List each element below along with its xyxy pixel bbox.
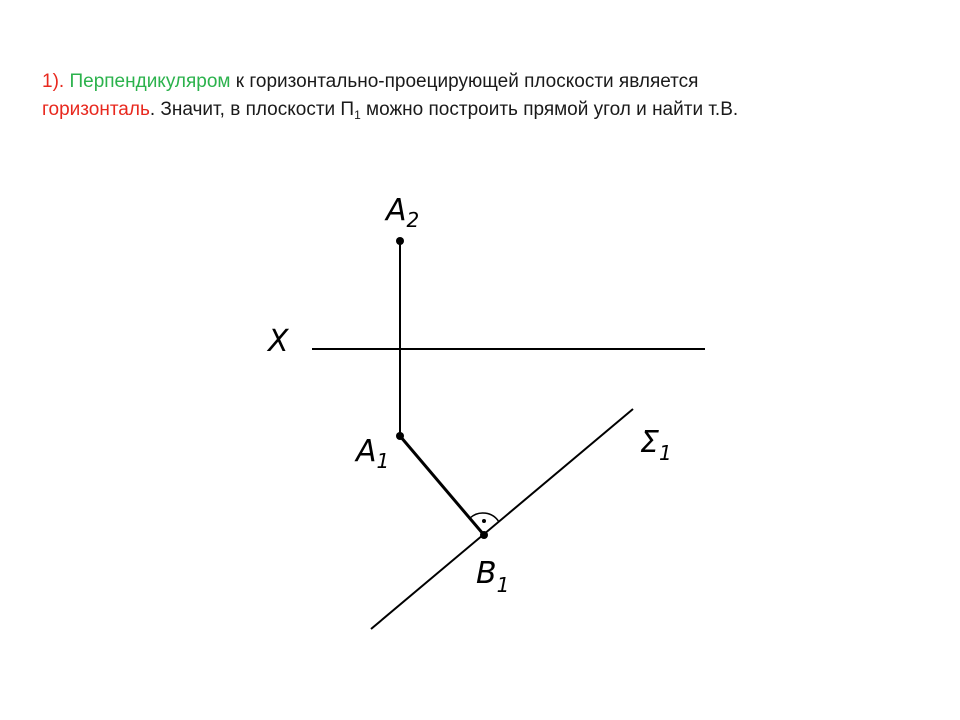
label-x-axis: X bbox=[268, 324, 289, 359]
label-sigma: $\Sigma_1$ bbox=[640, 425, 672, 465]
point-a2 bbox=[396, 237, 404, 245]
text-part-3: можно построить прямой угол и найти т.В. bbox=[360, 99, 739, 120]
point-a1 bbox=[396, 432, 404, 440]
term-horizontal: горизонталь bbox=[42, 99, 150, 120]
label-a1: $A_1$ bbox=[356, 434, 390, 473]
label-b1: $B_1$ bbox=[476, 556, 510, 597]
label-a2: $A_2$ bbox=[386, 193, 420, 232]
right-angle-dot bbox=[482, 519, 486, 523]
text-part-2: . Значит, в плоскости П bbox=[149, 99, 355, 120]
label-a2-subscript: 2 bbox=[406, 208, 420, 232]
label-sigma-subscript: 1 bbox=[658, 441, 672, 465]
point-b1 bbox=[480, 531, 488, 539]
item-number: 1). bbox=[42, 71, 65, 92]
term-perpendicular: Перпендикуляром bbox=[69, 71, 231, 92]
text-part-2-subscript: 1 bbox=[354, 108, 361, 122]
label-a1-subscript: 1 bbox=[376, 449, 390, 473]
label-b1-subscript: 1 bbox=[496, 573, 510, 597]
text-part-1: к горизонтально-проецирующей плоскости является bbox=[230, 71, 699, 92]
perpendicular-line bbox=[400, 436, 484, 535]
